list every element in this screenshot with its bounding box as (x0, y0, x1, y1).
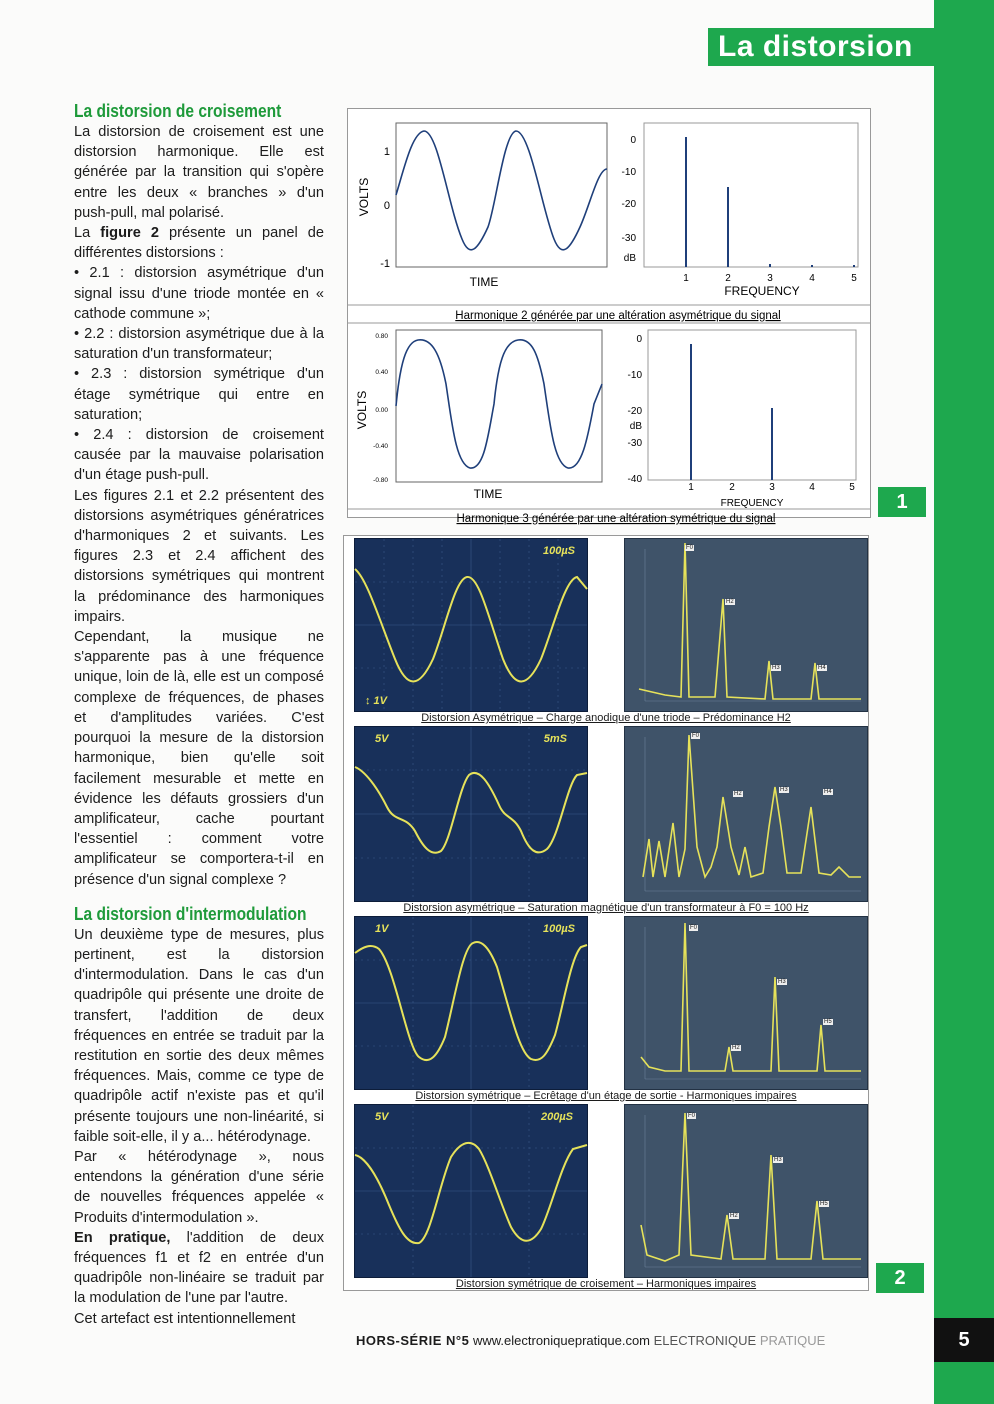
peak-label: H2 (732, 1045, 740, 1051)
spectrum-screen (624, 916, 868, 1090)
figure-1-caption-1: Harmonique 2 générée par une altération asymétrique du signal (455, 310, 781, 322)
y-tick: -1 (380, 258, 390, 270)
freq-axis-label: FREQUENCY (724, 284, 800, 298)
x-axis-label: TIME (473, 487, 503, 501)
peak-label: H3 (780, 787, 788, 793)
page-footer (356, 1333, 825, 1348)
oscilloscope-screen (354, 916, 588, 1090)
db-tick: -20 (627, 406, 642, 417)
db-tick: 0 (636, 334, 642, 345)
peak-label: H3 (772, 665, 780, 671)
figure-2 (343, 535, 869, 1291)
bullet-item: • 2.4 : distorsion de croisement causée par la mauvaise polarisation d'un étage push-pull. (74, 427, 324, 484)
spectrum-trace (625, 727, 867, 901)
side-color-bar (934, 0, 994, 1404)
text: présente un panel de différentes distorsions : (74, 225, 325, 262)
spectrum-trace (625, 539, 867, 711)
peak-label: F0 (688, 1113, 696, 1119)
volt-scale-label: 1V (375, 923, 389, 935)
paragraph: Un deuxième type de mesures, plus pertinent, est la distorsion d'intermodulation. Dans le cas d'un quadripôle qui présente une droite de transfert, l'addition de deux fréquences en entrée se traduit par la restitution en sortie des deux mêmes fréquences. Mais, comme ce type de quadripôle actif n'existe pas et qu'il présente toujours une non-linéarité, si faible soit-elle, il y a... hétérodynage. (74, 926, 324, 1145)
y-tick: -0.80 (373, 477, 388, 484)
x-axis-label: TIME (469, 275, 499, 289)
heading-crossover: La distorsion de croisement (74, 100, 282, 121)
peak-label: H4 (824, 789, 832, 795)
article-column (74, 100, 324, 1329)
db-tick: -10 (627, 370, 642, 381)
series-label: HORS-SÉRIE N°5 (356, 1333, 470, 1348)
bold-lead: En pratique, (74, 1229, 171, 1246)
paragraph (74, 1228, 324, 1309)
figure-1-panel-2 (348, 324, 870, 525)
freq-tick: 3 (767, 273, 773, 284)
oscilloscope-screen (354, 1104, 588, 1278)
db-unit: dB (629, 421, 642, 432)
y-tick: 0.40 (375, 369, 388, 376)
volt-scale-label: 5V (375, 733, 389, 745)
oscilloscope-trace (355, 539, 587, 711)
caption-text: Distorsion symétrique – Ecrêtage d'un étage de sortie - Harmoniques impaires (415, 1090, 797, 1102)
freq-tick: 3 (769, 482, 775, 493)
freq-tick: 4 (809, 273, 815, 284)
peak-label: F0 (690, 925, 698, 931)
brand-name: ELECTRONIQUE (653, 1333, 757, 1348)
timebase-label: 100µS (542, 545, 575, 557)
peak-label: H3 (774, 1157, 782, 1163)
peak-label: H4 (818, 665, 826, 671)
caption-text: Distorsion Asymétrique – Charge anodique d'une triode – Prédominance H2 (421, 712, 791, 724)
heading-intermodulation: La distorsion d'intermodulation (74, 902, 307, 924)
peak-label: H2 (730, 1213, 738, 1219)
figure-2-caption-1 (344, 712, 868, 724)
db-tick: 0 (630, 135, 636, 146)
figure-2-caption-4 (344, 1278, 868, 1290)
text: l'addition de deux fréquences f1 et f2 en entrée d'un quadripôle non-linéaire se traduit par la modulation de l'une par l'autre. (74, 1229, 324, 1307)
section-title: La distorsion (708, 28, 938, 66)
db-tick: -20 (621, 199, 636, 210)
y-tick: 1 (383, 146, 390, 158)
timebase-label: 100µS (542, 923, 575, 935)
freq-tick: 1 (683, 273, 689, 284)
volt-scale-label: ↕ 1V (365, 695, 388, 707)
website-url[interactable]: www.electroniquepratique.com (472, 1333, 651, 1348)
brand-name-2: PRATIQUE (759, 1333, 826, 1348)
oscilloscope-screen (354, 726, 588, 902)
bullet-item: • 2.2 : distorsion asymétrique due à la saturation d'un transformateur; (74, 326, 324, 363)
spectrum-frame (648, 330, 856, 480)
y-axis-label: VOLTS (357, 177, 371, 217)
paragraph: Les figures 2.1 et 2.2 présentent des distorsions asymétriques génératrices d'harmoniques 2 et suivants. Les figures 2.3 et 2.4 affichent des distorsions symétriques qui montrent la prédominance des harmoniques impairs. (74, 487, 324, 625)
figure-1-caption-2: Harmonique 3 générée par une altération symétrique du signal (456, 513, 776, 525)
figure-1-panel-1 (348, 109, 870, 324)
caption-text: Distorsion symétrique de croisement – Harmoniques impaires (455, 1278, 757, 1290)
paragraph: Cependant, la musique ne s'apparente pas à une fréquence unique, loin de là, elle est un composé complexe de fréquences, de phases et d'amplitudes variées. C'est pourquoi la mesure de la distorsion harmonique, bien qu'elle soit facilement mesurable et mette en évidence les défauts grossiers d'un amplificateur, cache pourtant l'essentiel : comment votre amplificateur se comportera-t-il en présence d'un signal complexe ? (74, 629, 324, 888)
peak-label: H5 (824, 1019, 832, 1025)
oscilloscope-trace (355, 1105, 587, 1277)
figure-1 (347, 108, 871, 525)
y-tick: 0.80 (375, 333, 388, 340)
freq-tick: 5 (849, 482, 855, 493)
peak-label: H3 (778, 979, 786, 985)
freq-tick: 2 (725, 273, 731, 284)
peak-label: H2 (726, 599, 734, 605)
db-tick: -30 (627, 438, 642, 449)
paragraph: Cet artefact est intentionnellement (74, 1310, 296, 1327)
peak-label: H2 (734, 791, 742, 797)
db-unit: dB (623, 253, 636, 264)
y-tick: -0.40 (373, 443, 388, 450)
freq-axis-label: FREQUENCY (720, 498, 784, 509)
caption-text: Distorsion asymétrique – Saturation magnétique d'un transformateur à F0 = 100 Hz (403, 902, 809, 914)
oscilloscope-screen (354, 538, 588, 712)
waveform-frame (396, 330, 602, 482)
oscilloscope-trace (355, 727, 587, 901)
db-tick: -10 (621, 167, 636, 178)
spectrum-screen (624, 538, 868, 712)
figure-2-caption-3 (344, 1090, 868, 1102)
peak-label: H5 (820, 1201, 828, 1207)
y-tick: 0 (383, 200, 390, 212)
paragraph: Par « hétérodynage », nous entendons la génération d'une série de nouvelles fréquences appelée « Produits d'intermodulation ». (74, 1148, 324, 1226)
figure-2-caption-2 (344, 902, 868, 914)
bullet-item: • 2.1 : distorsion asymétrique d'un signal issu d'une triode montée en « cathode commune »; (74, 265, 324, 322)
waveform-frame (396, 123, 607, 267)
spectrum-screen (624, 726, 868, 902)
bullet-item: • 2.3 : distorsion symétrique d'un étage symétrique qui entre en saturation; (74, 366, 324, 423)
paragraph (74, 223, 324, 263)
figure-reference: figure 2 (100, 225, 159, 242)
spectrum-trace (625, 917, 867, 1089)
peak-label: F0 (692, 733, 700, 739)
freq-tick: 2 (729, 482, 735, 493)
figure-1-number: 1 (878, 487, 926, 517)
figure-2-number: 2 (876, 1263, 924, 1293)
volt-scale-label: 5V (375, 1111, 389, 1123)
spectrum-trace (625, 1105, 867, 1277)
y-axis-label: VOLTS (355, 390, 369, 430)
freq-tick: 4 (809, 482, 815, 493)
page-number: 5 (934, 1318, 994, 1362)
oscilloscope-trace (355, 917, 587, 1089)
spectrum-screen (624, 1104, 868, 1278)
db-tick: -40 (627, 474, 642, 485)
db-tick: -30 (621, 233, 636, 244)
timebase-label: 5mS (543, 733, 567, 745)
freq-tick: 5 (851, 273, 857, 284)
freq-tick: 1 (688, 482, 694, 493)
spectrum-frame (644, 123, 858, 267)
peak-label: F0 (686, 545, 694, 551)
y-tick: 0.00 (375, 407, 388, 414)
text: La (74, 225, 101, 242)
paragraph: La distorsion de croisement est une distorsion harmonique. Elle est générée par la transition qui s'opère entre les deux « branches » d'un push-pull, mal polarisé. (74, 124, 324, 221)
timebase-label: 200µS (540, 1111, 573, 1123)
